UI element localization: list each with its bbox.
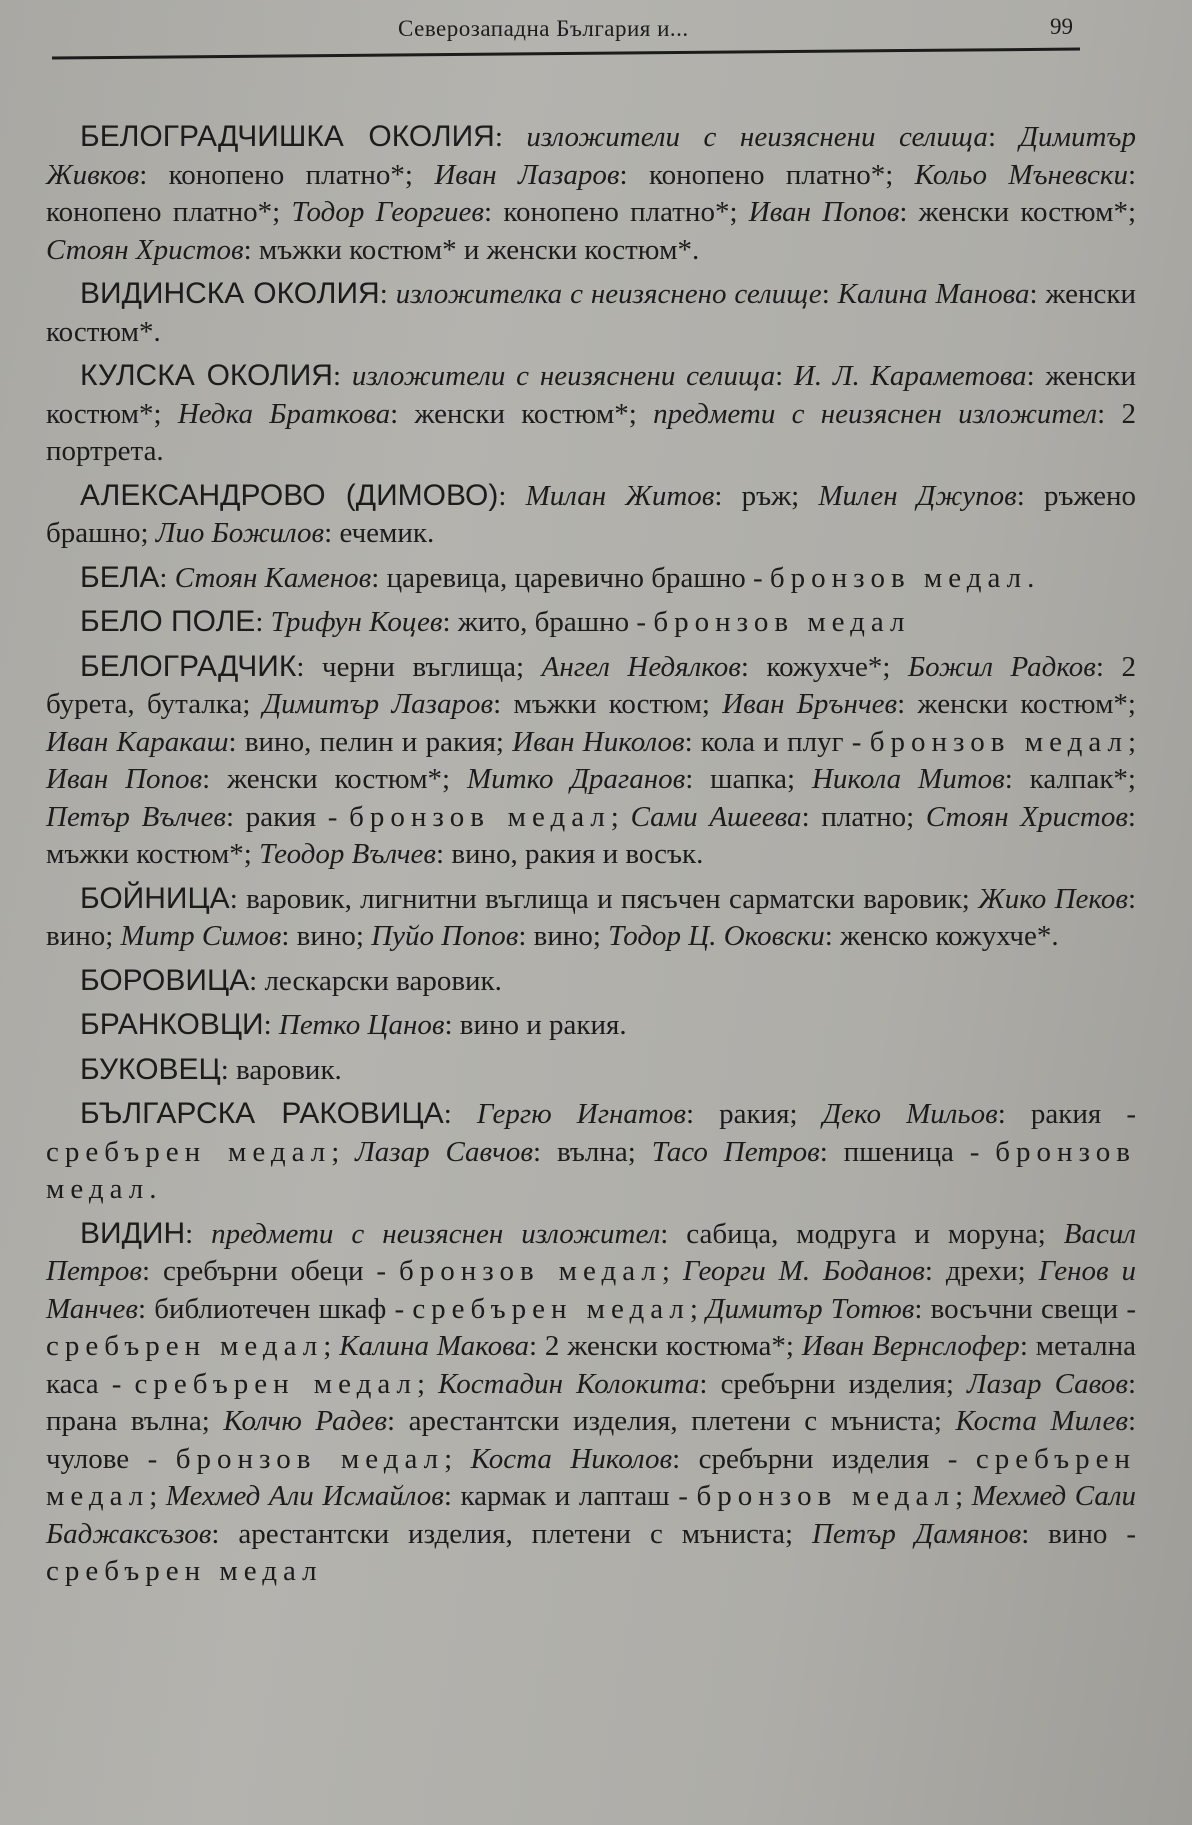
- italic-text: Тасо Петров: [651, 1135, 820, 1168]
- text-run: : сребърни изделия -: [672, 1442, 976, 1475]
- spaced-text: бронзов медал: [869, 725, 1128, 758]
- place-name: БЕЛОГРАДЧИК: [80, 649, 297, 683]
- spaced-text: сребърен медал: [46, 1442, 1136, 1512]
- header-rule: [52, 48, 1080, 60]
- italic-text: Коста Милев: [955, 1405, 1128, 1437]
- text-run: : вино, ракия и восък.: [436, 838, 704, 870]
- text-run: : калпак*;: [1004, 763, 1136, 795]
- spaced-text: бронзов медал: [175, 1442, 445, 1475]
- text-run: ;: [331, 1135, 356, 1168]
- italic-text: Лазар Савов: [967, 1367, 1128, 1400]
- italic-text: Георги М. Боданов: [682, 1255, 925, 1287]
- spaced-text: сребърен медал: [134, 1367, 417, 1400]
- spaced-text: бронзов медал: [398, 1255, 662, 1287]
- text-run: : вино;: [46, 882, 1137, 952]
- entry-paragraph: [46, 648, 1136, 874]
- text-run: : кожухче*;: [740, 650, 908, 683]
- italic-text: Иван Каракаш: [46, 725, 229, 758]
- text-run: : женски костюм*;: [390, 397, 654, 430]
- place-name: БУКОВЕЦ: [80, 1052, 221, 1086]
- place-name: ВИДИН: [80, 1216, 186, 1250]
- text-run: :: [494, 121, 527, 153]
- text-run: : конопено платно*;: [139, 158, 435, 191]
- italic-text: Тодор Ц. Оковски: [608, 920, 825, 952]
- text-run: :: [498, 479, 526, 512]
- page-number: 99: [1050, 14, 1073, 39]
- italic-text: Никола Митов: [811, 763, 1005, 795]
- text-run: .: [149, 1173, 157, 1205]
- text-run: : ечемик.: [324, 517, 435, 549]
- italic-text: изложителка с неизяснено селище: [395, 278, 822, 310]
- text-run: :: [263, 1009, 279, 1041]
- entry-paragraph: [46, 603, 1136, 642]
- italic-text: Кольо Мъневски: [914, 158, 1128, 191]
- italic-text: Васил Петров: [46, 1217, 1136, 1287]
- italic-text: Калина Макова: [339, 1330, 529, 1362]
- text-run: :: [159, 561, 175, 594]
- spaced-text: сребърен медал: [412, 1292, 690, 1325]
- italic-text: Ангел Недялков: [541, 650, 741, 683]
- entry-paragraph: [46, 1095, 1136, 1209]
- text-run: : 2 бурета, буталка;: [46, 650, 1136, 720]
- text-run: :: [185, 1217, 212, 1250]
- text-run: : черни въглища;: [296, 650, 542, 683]
- text-run: : вино -: [1021, 1517, 1136, 1550]
- text-run: : ракия -: [225, 800, 350, 833]
- text-run: :: [379, 278, 396, 310]
- text-run: : шапка;: [685, 763, 812, 795]
- text-run: : женски костюм*;: [46, 360, 1137, 430]
- text-run: ;: [444, 1442, 471, 1475]
- text-run: : конопено платно*;: [484, 196, 749, 228]
- text-run: : женски костюм*;: [202, 763, 467, 795]
- place-name: БЕЛОГРАДЧИШКА ОКОЛИЯ: [80, 120, 495, 153]
- italic-text: Пуйо Попов: [371, 920, 519, 952]
- text-run: : прана вълна;: [46, 1367, 1137, 1437]
- text-run: : кола и плуг -: [684, 725, 870, 758]
- italic-text: Трифун Коцев: [270, 606, 443, 638]
- text-run: :: [332, 360, 352, 392]
- text-run: :: [443, 1098, 477, 1130]
- text-run: : мъжки костюм;: [493, 688, 723, 720]
- text-run: ;: [955, 1480, 972, 1512]
- text-run: : библиотечен шкаф -: [137, 1292, 413, 1325]
- italic-text: И. Л. Караметова: [793, 360, 1027, 392]
- text-run: : вино;: [281, 920, 372, 952]
- text-run: : женско кожухче*.: [824, 920, 1059, 952]
- running-head: Северозападна България и...: [398, 16, 689, 41]
- text-run: :: [255, 606, 271, 638]
- entry-paragraph: [46, 559, 1136, 598]
- text-run: : мъжки костюм*;: [46, 800, 1136, 870]
- italic-text: Петко Цанов: [278, 1009, 445, 1041]
- entry-paragraph: [46, 1006, 1136, 1045]
- place-name: БЕЛО ПОЛЕ: [80, 605, 256, 638]
- italic-text: предмети с неизяснен изложител: [653, 397, 1098, 430]
- place-name: БЕЛА: [80, 560, 160, 594]
- entry-paragraph: [46, 1051, 1136, 1090]
- italic-text: предмети с неизяснен изложител: [211, 1217, 661, 1250]
- italic-text: Стоян Христов: [925, 800, 1128, 833]
- text-run: .: [1027, 561, 1035, 594]
- entry-paragraph: [46, 275, 1136, 351]
- spaced-text: бронзов медал: [653, 606, 911, 638]
- entry-paragraph: [46, 1215, 1136, 1591]
- text-run: ;: [323, 1330, 340, 1362]
- text-run: ;: [416, 1367, 439, 1400]
- place-name: БОРОВИЦА: [80, 963, 250, 997]
- italic-text: Милен Джупов: [818, 479, 1017, 512]
- text-run: : жито, брашно -: [442, 606, 654, 638]
- italic-text: Мехмед Али Исмайлов: [165, 1480, 444, 1512]
- text-run: :: [987, 121, 1020, 153]
- italic-text: Стоян Христов: [46, 233, 244, 266]
- italic-text: Лазар Савчов: [355, 1135, 534, 1168]
- italic-text: Петър Дамянов: [811, 1517, 1022, 1550]
- place-name: АЛЕКСАНДРОВО (ДИМОВО): [80, 478, 499, 512]
- italic-text: Иван Попов: [748, 196, 900, 228]
- italic-text: Митр Симов: [120, 920, 282, 952]
- spaced-text: сребърен медал: [46, 1555, 323, 1587]
- italic-text: Стоян Каменов: [174, 561, 372, 594]
- spaced-text: бронзов медал: [46, 1135, 1136, 1205]
- place-name: БРАНКОВЦИ: [80, 1008, 264, 1041]
- text-run: : пшеница -: [819, 1135, 996, 1168]
- text-run: : восъчни свещи -: [914, 1292, 1136, 1325]
- italic-text: Коста Николов: [470, 1442, 673, 1475]
- italic-text: Божил Радков: [908, 650, 1096, 683]
- spaced-text: бронзов медал: [769, 561, 1028, 594]
- text-run: : лескарски варовик.: [249, 964, 502, 997]
- italic-text: Недка Браткова: [177, 397, 391, 430]
- text-run: : ракия;: [685, 1098, 823, 1130]
- text-run: : арестантски изделия, плетени с мъниста;: [211, 1517, 812, 1550]
- italic-text: Костадин Колокита: [438, 1367, 700, 1400]
- text-run: : вино и ракия.: [444, 1009, 627, 1041]
- text-run: ;: [149, 1480, 166, 1512]
- text-run: : дрехи;: [924, 1255, 1039, 1287]
- entry-paragraph: [46, 118, 1136, 269]
- italic-text: Калина Манова: [837, 278, 1030, 310]
- italic-text: Иван Лазаров: [434, 158, 620, 191]
- text-run: : мъжки костюм* и женски костюм*.: [243, 233, 700, 266]
- text-run: : ръжено брашно;: [46, 479, 1136, 549]
- text-run: : женски костюм*;: [899, 196, 1137, 228]
- italic-text: Теодор Вълчев: [259, 838, 437, 870]
- italic-text: изложители с неизяснени селища: [351, 360, 776, 392]
- italic-text: Генов и Манчев: [46, 1255, 1136, 1325]
- text-run: ;: [689, 1292, 707, 1325]
- text-run: : варовик.: [220, 1053, 342, 1086]
- text-run: : вино, пелин и ракия;: [228, 725, 513, 758]
- italic-text: Димитър Лазаров: [262, 688, 494, 720]
- spaced-text: бронзов медал: [349, 800, 611, 833]
- text-run: : конопено платно*;: [46, 158, 1137, 228]
- text-run: :: [821, 278, 838, 310]
- italic-text: Димитър Тотюв: [706, 1292, 915, 1325]
- italic-text: Иван Николов: [512, 725, 685, 758]
- italic-text: Иван Брънчев: [722, 688, 898, 720]
- italic-text: Иван Вернслофер: [801, 1330, 1020, 1362]
- italic-text: изложители с неизяснени селища: [526, 121, 988, 153]
- place-name: КУЛСКА ОКОЛИЯ: [80, 359, 333, 392]
- text-run: : женски костюм*.: [46, 278, 1136, 348]
- italic-text: Гергю Игнатов: [476, 1098, 686, 1130]
- entry-paragraph: [46, 357, 1136, 471]
- text-run: : сребърни изделия;: [699, 1367, 968, 1400]
- text-run: : арестантски изделия, плетени с мъниста;: [387, 1405, 956, 1437]
- italic-text: Лио Божилов: [155, 517, 325, 549]
- text-run: : ракия -: [997, 1098, 1136, 1130]
- spaced-text: сребърен медал: [46, 1330, 324, 1362]
- italic-text: Колчю Радев: [223, 1405, 387, 1437]
- text-run: ;: [661, 1255, 683, 1287]
- text-run: : 2 портрета.: [46, 397, 1136, 467]
- text-run: : вино;: [518, 920, 609, 952]
- italic-text: Сами Ашеева: [630, 800, 802, 833]
- text-run: : кармак и лапташ -: [443, 1480, 697, 1512]
- italic-text: Митко Драганов: [467, 763, 686, 795]
- text-run: ;: [1127, 725, 1136, 758]
- entry-paragraph: [46, 477, 1136, 553]
- italic-text: Димитър Живков: [46, 121, 1136, 191]
- place-name: БЪЛГАРСКА РАКОВИЦА: [80, 1097, 444, 1130]
- text-run: : конопено платно*;: [619, 158, 915, 191]
- text-run: : женски костюм*;: [897, 688, 1136, 720]
- text-run: : ръж;: [714, 479, 819, 512]
- text-run: : сабица, модруга и моруна;: [660, 1217, 1064, 1250]
- text-run: : платно;: [801, 800, 926, 833]
- text-run: : метална каса -: [46, 1330, 1136, 1400]
- page-body: [46, 118, 1136, 1597]
- entry-paragraph: [46, 880, 1136, 956]
- text-run: : царевица, царевично брашно -: [371, 561, 770, 594]
- italic-text: Милан Житов: [525, 479, 715, 512]
- text-run: : варовик, лигнитни въглища и пясъчен сарматски варовик;: [229, 882, 979, 915]
- spaced-text: бронзов медал: [696, 1480, 956, 1512]
- italic-text: Деко Мильов: [822, 1098, 998, 1130]
- text-run: :: [775, 360, 794, 392]
- italic-text: Тодор Георгиев: [291, 196, 484, 228]
- entry-paragraph: [46, 962, 1136, 1001]
- place-name: ВИДИНСКА ОКОЛИЯ: [80, 277, 380, 310]
- text-run: : чулове -: [46, 1405, 1136, 1475]
- text-run: ;: [610, 800, 631, 833]
- text-run: : вълна;: [533, 1135, 652, 1168]
- italic-text: Петър Вълчев: [46, 800, 226, 833]
- text-run: : 2 женски костюма*;: [528, 1330, 802, 1362]
- italic-text: Иван Попов: [46, 763, 203, 795]
- spaced-text: сребърен медал: [46, 1135, 332, 1168]
- place-name: БОЙНИЦА: [80, 881, 230, 915]
- italic-text: Мехмед Сали Баджаксъзов: [46, 1480, 1136, 1550]
- text-run: : сребърни обеци -: [141, 1255, 399, 1287]
- italic-text: Жико Пеков: [978, 882, 1128, 915]
